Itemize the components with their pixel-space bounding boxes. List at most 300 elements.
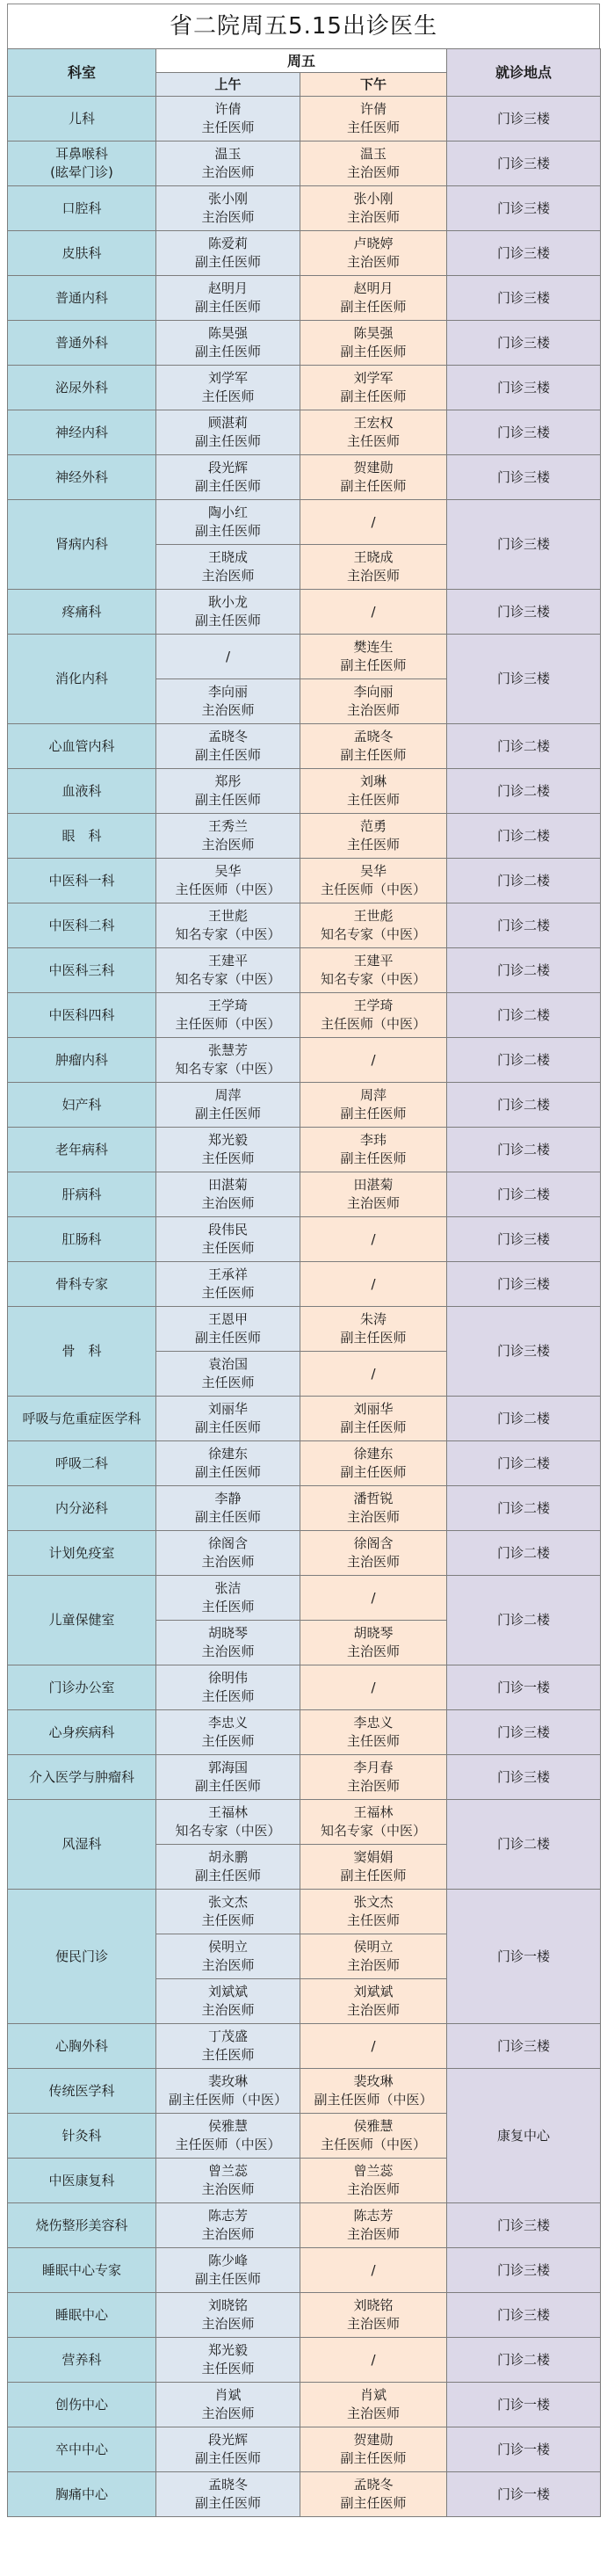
location-cell: 康复中心 [447, 2069, 601, 2203]
location-cell: 门诊二楼 [447, 1038, 601, 1083]
doctor-title: 主治医师 [201, 209, 255, 225]
doctor-name: 田湛菊 [353, 1177, 394, 1193]
location-cell: 门诊一楼 [447, 1890, 601, 2024]
doctor-title: 副主任医师 [194, 1868, 261, 1883]
doctor-title: 主治医师 [201, 1644, 255, 1659]
doctor-title: 主治医师 [201, 1957, 255, 1973]
am-doctor-cell [156, 1665, 300, 1710]
dept-cell: 肝病科 [8, 1172, 156, 1217]
am-doctor-cell [156, 1083, 300, 1128]
table-row [8, 2427, 601, 2472]
doctor-name: 肖斌 [214, 2387, 242, 2403]
doctor-name: 侯雅慧 [207, 2118, 248, 2134]
doctor-title: 主治医师 [347, 1554, 401, 1570]
dept-cell: 胸痛中心 [8, 2472, 156, 2517]
doctor-name: 李忠义 [207, 1715, 248, 1731]
doctor-name: 王恩甲 [207, 1311, 248, 1327]
doctor-title: 主任医师 [347, 1733, 401, 1749]
pm-doctor-cell [300, 993, 447, 1038]
location-cell: 门诊三楼 [447, 2293, 601, 2338]
am-doctor-cell [156, 2472, 300, 2517]
doctor-name: 刘琳 [360, 773, 387, 789]
doctor-title: 主任医师（中医） [321, 2137, 427, 2152]
doctor-name: 郑光毅 [207, 2342, 248, 2358]
doctor-name: 郭海国 [207, 1760, 248, 1775]
doctor-title: 主任医师 [201, 1733, 255, 1749]
am-doctor-cell [156, 1710, 300, 1755]
doctor-title: 主任医师 [201, 388, 255, 404]
schedule-table [7, 48, 601, 2517]
doctor-title: 副主任医师 [340, 2495, 407, 2511]
location-cell: 门诊二楼 [447, 859, 601, 903]
location-cell: 门诊二楼 [447, 1172, 601, 1217]
doctor-name: 樊连生 [353, 639, 394, 655]
dept-cell: 眼 科 [8, 814, 156, 859]
doctor-name: 田湛菊 [207, 1177, 248, 1193]
doctor-name: 刘晓铭 [353, 2297, 394, 2313]
doctor-name: 王学琦 [353, 998, 394, 1013]
doctor-name: 李向丽 [353, 684, 394, 700]
doctor-name: 王福林 [207, 1804, 248, 1820]
doctor-name: 段光辉 [207, 460, 248, 475]
table-row [8, 141, 601, 186]
pm-doctor-cell [300, 1038, 447, 1083]
dept-cell: 内分泌科 [8, 1486, 156, 1531]
am-doctor-cell [156, 2338, 300, 2383]
doctor-title: 主任医师 [201, 1240, 255, 1256]
location-cell: 门诊二楼 [447, 724, 601, 769]
dept-cell: 睡眠中心专家 [8, 2248, 156, 2293]
pm-doctor-cell [300, 366, 447, 410]
dept-cell: 儿科 [8, 97, 156, 141]
header-dept: 科室 [8, 49, 156, 97]
table-row [8, 455, 601, 500]
doctor-name: / [371, 2351, 376, 2368]
doctor-name: 王宏权 [353, 415, 394, 431]
am-doctor-cell [156, 769, 300, 814]
doctor-name: 刘学军 [207, 370, 248, 386]
header-location: 就诊地点 [447, 49, 601, 97]
location-cell: 门诊二楼 [447, 1083, 601, 1128]
pm-doctor-cell [300, 814, 447, 859]
pm-doctor-cell [300, 679, 447, 724]
table-row [8, 724, 601, 769]
table-row [8, 1217, 601, 1262]
doctor-name: 王建平 [207, 953, 248, 969]
am-doctor-cell [156, 276, 300, 321]
location-cell: 门诊三楼 [447, 231, 601, 276]
doctor-title: 副主任医师 [194, 254, 261, 270]
doctor-title: 副主任医师 [194, 344, 261, 359]
dept-cell: 烧伤整形美容科 [8, 2203, 156, 2248]
doctor-title: 副主任医师 [340, 299, 407, 315]
pm-doctor-cell [300, 2293, 447, 2338]
am-doctor-cell [156, 814, 300, 859]
am-doctor-cell [156, 993, 300, 1038]
location-cell: 门诊三楼 [447, 141, 601, 186]
doctor-title: 主治医师 [201, 568, 255, 584]
location-cell: 门诊一楼 [447, 2427, 601, 2472]
doctor-title: 主治医师 [201, 2002, 255, 2018]
doctor-name: 陈昊强 [207, 325, 248, 341]
dept-cell: 中医科一科 [8, 859, 156, 903]
table-row [8, 1172, 601, 1217]
doctor-name: 王晓成 [207, 549, 248, 565]
doctor-name: 孟晓冬 [207, 729, 248, 744]
doctor-name: 郑光毅 [207, 1132, 248, 1148]
doctor-title: 副主任医师 [194, 792, 261, 808]
dept-cell: 传统医学科 [8, 2069, 156, 2114]
pm-doctor-cell [300, 1352, 447, 1397]
schedule-body [8, 97, 601, 2517]
location-cell: 门诊三楼 [447, 2024, 601, 2069]
doctor-name: 王学琦 [207, 998, 248, 1013]
doctor-title: 知名专家（中医） [321, 971, 427, 987]
pm-doctor-cell [300, 1934, 447, 1979]
doctor-name: 耿小龙 [207, 594, 248, 610]
doctor-name: 刘学军 [353, 370, 394, 386]
doctor-name: 刘晓铭 [207, 2297, 248, 2313]
doctor-title: 知名专家（中医） [175, 926, 281, 942]
pm-doctor-cell [300, 141, 447, 186]
doctor-name: 张洁 [214, 1580, 242, 1596]
location-cell: 门诊二楼 [447, 1397, 601, 1441]
doctor-title: 副主任医师 [194, 613, 261, 628]
am-doctor-cell [156, 1800, 300, 1845]
location-cell: 门诊二楼 [447, 1441, 601, 1486]
pm-doctor-cell [300, 2203, 447, 2248]
location-cell: 门诊一楼 [447, 1665, 601, 1710]
am-doctor-cell [156, 2427, 300, 2472]
doctor-name: 温玉 [360, 146, 387, 162]
dept-cell: 门诊办公室 [8, 1665, 156, 1710]
doctor-name: 陈昊强 [353, 325, 394, 341]
am-doctor-cell [156, 186, 300, 231]
doctor-title: 主治医师 [201, 1554, 255, 1570]
header-am: 上午 [156, 73, 300, 97]
am-doctor-cell [156, 2159, 300, 2203]
doctor-title: 副主任医师 [194, 2495, 261, 2511]
table-row [8, 1486, 601, 1531]
am-doctor-cell [156, 903, 300, 948]
doctor-title: 副主任医师 [194, 1106, 261, 1121]
doctor-title: 主任医师（中医） [175, 2137, 281, 2152]
dept-cell: 便民门诊 [8, 1890, 156, 2024]
pm-doctor-cell [300, 2472, 447, 2517]
doctor-name: 袁治国 [207, 1356, 248, 1372]
doctor-title: 副主任医师 [194, 1464, 261, 1480]
pm-doctor-cell [300, 1979, 447, 2024]
doctor-title: 主治医师 [347, 1509, 401, 1525]
doctor-title: 主任医师 [201, 1912, 255, 1928]
doctor-title: 副主任医师 [194, 1778, 261, 1794]
header-pm: 下午 [300, 73, 447, 97]
doctor-name: 陈志芳 [207, 2208, 248, 2224]
dept-cell: 营养科 [8, 2338, 156, 2383]
doctor-name: 侯明立 [353, 1939, 394, 1955]
doctor-name: 许倩 [214, 101, 242, 117]
doctor-name: 王晓成 [353, 549, 394, 565]
dept-cell: 皮肤科 [8, 231, 156, 276]
doctor-name: / [371, 1230, 376, 1247]
location-cell: 门诊三楼 [447, 321, 601, 366]
dept-cell: 疼痛科 [8, 590, 156, 635]
doctor-title: 主治医师 [347, 164, 401, 180]
location-cell: 门诊一楼 [447, 2472, 601, 2517]
dept-cell: 消化内科 [8, 635, 156, 724]
doctor-title: 主任医师 [201, 2047, 255, 2063]
location-cell: 门诊二楼 [447, 903, 601, 948]
table-row [8, 231, 601, 276]
doctor-title: 主治医师 [347, 254, 401, 270]
doctor-name: 孟晓冬 [353, 2477, 394, 2493]
dept-cell: 口腔科 [8, 186, 156, 231]
table-row [8, 2338, 601, 2383]
pm-doctor-cell [300, 724, 447, 769]
table-row [8, 1397, 601, 1441]
am-doctor-cell [156, 1934, 300, 1979]
doctor-name: 张小刚 [207, 191, 248, 207]
doctor-name: 张文杰 [207, 1894, 248, 1910]
table-row [8, 635, 601, 679]
dept-cell: 风湿科 [8, 1800, 156, 1890]
doctor-title: 主治医师 [347, 2002, 401, 2018]
doctor-title: 主治医师 [347, 2316, 401, 2332]
doctor-title: 副主任医师（中医） [314, 2092, 433, 2108]
doctor-name: 顾湛莉 [207, 415, 248, 431]
am-doctor-cell [156, 1531, 300, 1576]
am-doctor-cell [156, 1486, 300, 1531]
doctor-title: 副主任医师 [194, 523, 261, 539]
pm-doctor-cell [300, 1172, 447, 1217]
pm-doctor-cell [300, 1621, 447, 1665]
am-doctor-cell [156, 500, 300, 545]
doctor-name: 张文杰 [353, 1894, 394, 1910]
pm-doctor-cell [300, 1486, 447, 1531]
doctor-name: 王世彪 [353, 908, 394, 924]
doctor-title: 主治医师 [347, 1644, 401, 1659]
location-cell: 门诊三楼 [447, 1755, 601, 1800]
dept-cell: 心血管内科 [8, 724, 156, 769]
am-doctor-cell [156, 1441, 300, 1486]
doctor-title: 副主任医师 [340, 1330, 407, 1346]
am-doctor-cell [156, 97, 300, 141]
doctor-name: 徐阁含 [207, 1535, 248, 1551]
am-doctor-cell [156, 590, 300, 635]
table-row [8, 1576, 601, 1621]
doctor-name: 王福林 [353, 1804, 394, 1820]
doctor-title: 副主任医师 [194, 1330, 261, 1346]
dept-cell: 老年病科 [8, 1128, 156, 1172]
table-row [8, 1665, 601, 1710]
doctor-name: 孟晓冬 [353, 729, 394, 744]
doctor-name: / [371, 1051, 376, 1068]
doctor-title: 知名专家（中医） [321, 1823, 427, 1839]
am-doctor-cell [156, 1262, 300, 1307]
pm-doctor-cell [300, 769, 447, 814]
doctor-title: 主任医师 [201, 120, 255, 135]
doctor-name: 许倩 [360, 101, 387, 117]
table-row [8, 1755, 601, 1800]
doctor-name: 周萍 [214, 1087, 242, 1103]
doctor-name: 曾兰蕊 [353, 2163, 394, 2179]
table-row [8, 590, 601, 635]
doctor-name: 赵明月 [353, 280, 394, 296]
dept-cell: 神经外科 [8, 455, 156, 500]
pm-doctor-cell [300, 1710, 447, 1755]
doctor-name: 周萍 [360, 1087, 387, 1103]
dept-cell: 普通内科 [8, 276, 156, 321]
doctor-title: 知名专家（中医） [175, 1061, 281, 1077]
doctor-title: 主治医师 [201, 702, 255, 718]
am-doctor-cell [156, 1307, 300, 1352]
location-cell: 门诊一楼 [447, 2383, 601, 2427]
location-cell: 门诊三楼 [447, 2248, 601, 2293]
am-doctor-cell [156, 410, 300, 455]
location-cell: 门诊二楼 [447, 769, 601, 814]
doctor-name: / [371, 1679, 376, 1695]
dept-cell: 骨科专家 [8, 1262, 156, 1307]
doctor-name: / [225, 648, 231, 664]
doctor-title: 主任医师 [347, 792, 401, 808]
location-cell: 门诊三楼 [447, 590, 601, 635]
doctor-title: 副主任医师 [340, 2450, 407, 2466]
pm-doctor-cell [300, 859, 447, 903]
doctor-title: 副主任医师 [340, 478, 407, 494]
doctor-name: / [371, 2261, 376, 2278]
doctor-name: 李忠义 [353, 1715, 394, 1731]
dept-cell: 肾病内科 [8, 500, 156, 590]
pm-doctor-cell [300, 1262, 447, 1307]
am-doctor-cell [156, 1352, 300, 1397]
doctor-title: 副主任医师 [194, 433, 261, 449]
location-cell: 门诊三楼 [447, 186, 601, 231]
location-cell: 门诊二楼 [447, 1576, 601, 1665]
dept-cell: 中医科三科 [8, 948, 156, 993]
doctor-title: 主任医师（中医） [175, 882, 281, 897]
location-cell: 门诊三楼 [447, 410, 601, 455]
doctor-name: 侯明立 [207, 1939, 248, 1955]
doctor-title: 主治医师 [347, 1195, 401, 1211]
pm-doctor-cell [300, 1890, 447, 1934]
doctor-title: 主任医师 [201, 2361, 255, 2376]
pm-doctor-cell [300, 2159, 447, 2203]
doctor-title: 副主任医师 [194, 2450, 261, 2466]
doctor-name: 裴玫琳 [207, 2073, 248, 2089]
dept-cell: 睡眠中心 [8, 2293, 156, 2338]
pm-doctor-cell [300, 1128, 447, 1172]
pm-doctor-cell [300, 1845, 447, 1890]
doctor-name: 段光辉 [207, 2432, 248, 2448]
doctor-title: 知名专家（中医） [175, 1823, 281, 1839]
dept-cell: 呼吸与危重症医学科 [8, 1397, 156, 1441]
doctor-title: 主任医师 [347, 1912, 401, 1928]
table-row [8, 1307, 601, 1352]
doctor-title: 副主任医师 [340, 747, 407, 763]
am-doctor-cell [156, 321, 300, 366]
doctor-title: 副主任医师 [340, 388, 407, 404]
am-doctor-cell [156, 2114, 300, 2159]
table-row [8, 2383, 601, 2427]
table-row [8, 1531, 601, 1576]
location-cell: 门诊三楼 [447, 1307, 601, 1397]
table-row [8, 2293, 601, 2338]
pm-doctor-cell [300, 590, 447, 635]
doctor-name: 曾兰蕊 [207, 2163, 248, 2179]
am-doctor-cell [156, 545, 300, 590]
doctor-name: 徐建东 [207, 1446, 248, 1462]
doctor-title: 主任医师（中医） [321, 882, 427, 897]
table-row [8, 948, 601, 993]
dept-cell: 神经内科 [8, 410, 156, 455]
pm-doctor-cell [300, 2069, 447, 2114]
table-row [8, 97, 601, 141]
dept-cell: 中医康复科 [8, 2159, 156, 2203]
doctor-title: 副主任医师 [340, 657, 407, 673]
pm-doctor-cell [300, 1307, 447, 1352]
pm-doctor-cell [300, 410, 447, 455]
am-doctor-cell [156, 1979, 300, 2024]
doctor-name: 潘哲锐 [353, 1491, 394, 1506]
dept-cell: 妇产科 [8, 1083, 156, 1128]
dept-cell: 介入医学与肿瘤科 [8, 1755, 156, 1800]
doctor-name: 段伟民 [207, 1222, 248, 1237]
doctor-name: 贺建勋 [353, 460, 394, 475]
doctor-title: 主治医师 [347, 209, 401, 225]
doctor-title: 主治医师 [201, 164, 255, 180]
doctor-name: 胡永鹏 [207, 1849, 248, 1865]
doctor-title: 主任医师 [347, 433, 401, 449]
doctor-name: 陈志芳 [353, 2208, 394, 2224]
dept-cell: 耳鼻喉科 (眩晕门诊) [8, 141, 156, 186]
table-row [8, 2203, 601, 2248]
table-row [8, 1710, 601, 1755]
doctor-name: / [371, 1589, 376, 1606]
doctor-name: 李月春 [353, 1760, 394, 1775]
doctor-name: 陈少峰 [207, 2253, 248, 2268]
pm-doctor-cell [300, 1576, 447, 1621]
pm-doctor-cell [300, 2427, 447, 2472]
table-row [8, 1441, 601, 1486]
dept-cell: 肛肠科 [8, 1217, 156, 1262]
header-week: 周五 [156, 49, 447, 73]
table-row [8, 321, 601, 366]
location-cell: 门诊二楼 [447, 948, 601, 993]
location-cell: 门诊二楼 [447, 814, 601, 859]
am-doctor-cell [156, 635, 300, 679]
doctor-name: / [371, 1365, 376, 1382]
doctor-name: 卢晓婷 [353, 236, 394, 251]
dept-cell: 呼吸二科 [8, 1441, 156, 1486]
pm-doctor-cell [300, 903, 447, 948]
doctor-name: 徐阁含 [353, 1535, 394, 1551]
am-doctor-cell [156, 1128, 300, 1172]
doctor-name: 胡晓琴 [207, 1625, 248, 1641]
doctor-title: 副主任医师 [340, 1419, 407, 1435]
location-cell: 门诊三楼 [447, 455, 601, 500]
doctor-name: 张小刚 [353, 191, 394, 207]
doctor-title: 知名专家（中医） [175, 971, 281, 987]
location-cell: 门诊三楼 [447, 1262, 601, 1307]
pm-doctor-cell [300, 186, 447, 231]
am-doctor-cell [156, 231, 300, 276]
location-cell: 门诊二楼 [447, 2338, 601, 2383]
location-cell: 门诊二楼 [447, 1128, 601, 1172]
doctor-name: 张慧芳 [207, 1042, 248, 1058]
dept-cell: 中医科二科 [8, 903, 156, 948]
table-row [8, 1038, 601, 1083]
doctor-title: 副主任医师 [340, 1106, 407, 1121]
